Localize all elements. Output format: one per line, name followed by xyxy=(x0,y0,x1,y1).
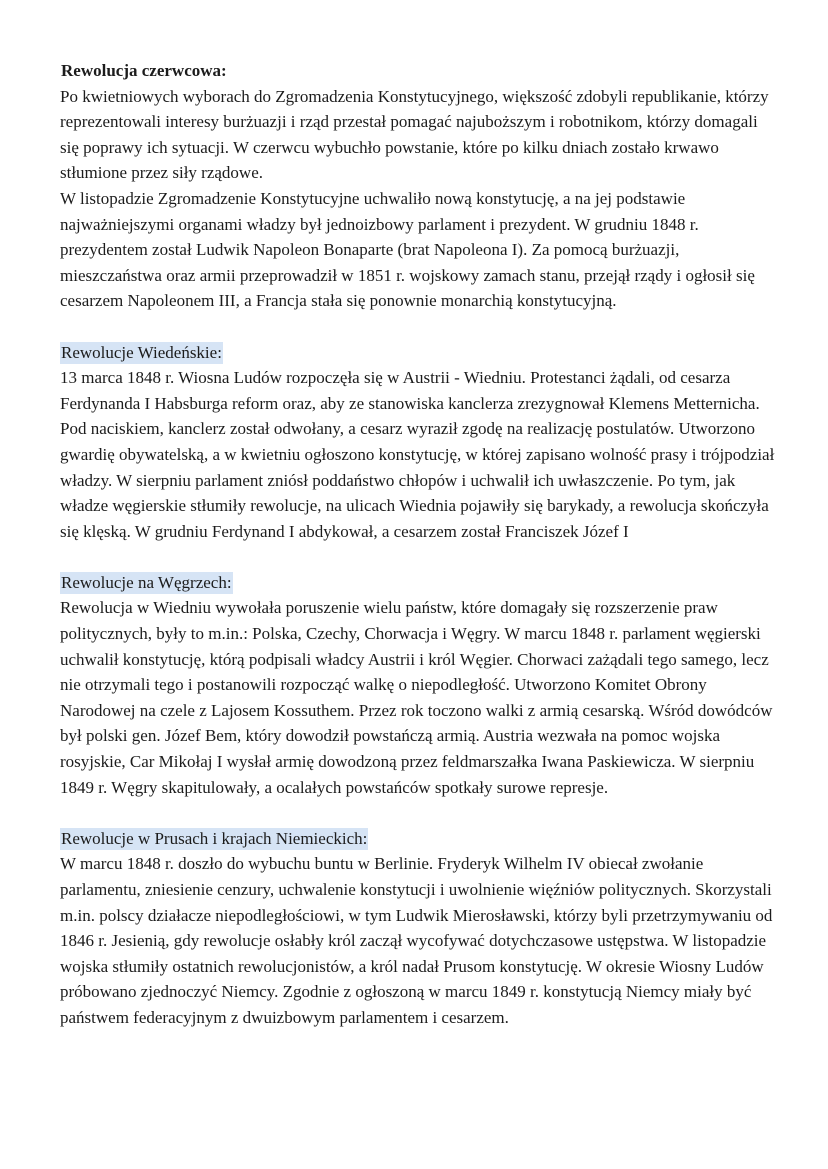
paragraph: Po kwietniowych wyborach do Zgromadzenia Konstytucyjnego, większość zdobyli republikanie, którzy reprezentowali interesy burżuazji i rząd przestał pomagać najuboższym i robotnikom, którzy domagali się poprawy ich sytuacji. W czerwcu wybuchło powstanie, które po kilku dniach zostało krwawo stłumione przez siły rządowe. xyxy=(60,86,769,183)
section-heading xyxy=(60,58,780,84)
section-rewolucja-czerwcowa xyxy=(60,58,780,314)
paragraph: Rewolucja w Wiedniu wywołała poruszenie wielu państw, które domagały się rozszerzenie praw politycznych, były to m.in.: Polska, Czechy, Chorwacja i Węgry. W marcu 1848 r. parlament węgierski uchwalił konstytucję, którą podpisali władcy Austrii i król Węgier. Chorwaci zażądali tego samego, lecz nie otrzymali tego i postanowili rozpocząć walkę o niepodległość. Utworzono Komitet Obrony Narodowej na czele z Lajosem Kossuthem. Przez rok toczono walki z armią cesarską. Wśród dowódców był polski gen. Józef Bem, który dowodził powstańczą armią. Austria wezwała na pomoc wojska rosyjskie, Car Mikołaj I wysłał armię dowodzoną przez feldmarszałka Iwana Paskiewicza. W sierpniu 1849 r. Węgry skapitulowały, a ocalałych powstańców spotkały surowe represje. xyxy=(60,598,773,797)
paragraph: W marcu 1848 r. doszło do wybuchu buntu w Berlinie. Fryderyk Wilhelm IV obiecał zwołanie parlamentu, zniesienie cenzury, uchwalenie konstytucji i uwolnienie więźniów politycznych. Skorzystali m.in. polscy działacze niepodległościowi, w tym Ludwik Mierosławski, którzy byli przetrzymywaniu od 1846 r. Jesienią, gdy rewolucje osłabły król zaczął wycofywać dotychczasowe ustępstwa. W listopadzie wojska stłumiły ostatnich rewolucjonistów, a król nadał Prusom konstytucję. W okresie Wiosny Ludów próbowano zjednoczyć Niemcy. Zgodnie z ogłoszoną w marcu 1849 r. konstytucją Niemcy miały być państwem federacyjnym z dwuizbowym parlamentem i cesarzem. xyxy=(60,854,773,1027)
paragraph: 13 marca 1848 r. Wiosna Ludów rozpoczęła się w Austrii - Wiedniu. Protestanci żądali, od cesarza Ferdynanda I Habsburga reform oraz, aby ze stanowiska kanclerza zrezygnował Klemens Metternicha. Pod naciskiem, kanclerz został odwołany, a cesarz wyraził zgodę na realizację postulatów. Utworzono gwardię obywatelską, a w kwietniu ogłoszono konstytucję, w której zapisano wolność prasy i trójpodział władzy. W sierpniu parlament zniósł poddaństwo chłopów i uchwalił ich uwłaszczenie. Po tym, jak władze węgierskie stłumiły rewolucje, na ulicach Wiednia pojawiły się barykady, a rewolucja skończyła się klęską. W grudniu Ferdynand I abdykował, a cesarzem został Franciszek Józef I xyxy=(60,368,775,541)
section-heading xyxy=(60,340,780,366)
section-rewolucje-wiedenskie xyxy=(60,340,780,545)
paragraph: W listopadzie Zgromadzenie Konstytucyjne uchwaliło nową konstytucję, a na jej podstawie najważniejszymi organami władzy był jednoizbowy parlament i prezydent. W grudniu 1848 r. prezydentem został Ludwik Napoleon Bonaparte (brat Napoleona I). Za pomocą burżuazji, mieszczaństwa oraz armii przeprowadził w 1851 r. wojskowy zamach stanu, przejął rządy i ogłosił się cesarzem Napoleonem III, a Francja stała się ponownie monarchią konstytucyjną. xyxy=(60,188,755,311)
section-rewolucje-na-wegrzech xyxy=(60,570,780,800)
heading-text: Rewolucje na Węgrzech: xyxy=(61,572,232,592)
heading-text: Rewolucje Wiedeńskie: xyxy=(61,342,222,362)
heading-text: Rewolucja czerwcowa: xyxy=(61,61,227,80)
section-heading xyxy=(60,826,780,852)
document-body xyxy=(60,58,780,1056)
heading-text: Rewolucje w Prusach i krajach Niemieckich: xyxy=(61,828,368,848)
section-heading xyxy=(60,570,780,596)
section-rewolucje-w-prusach xyxy=(60,826,780,1031)
